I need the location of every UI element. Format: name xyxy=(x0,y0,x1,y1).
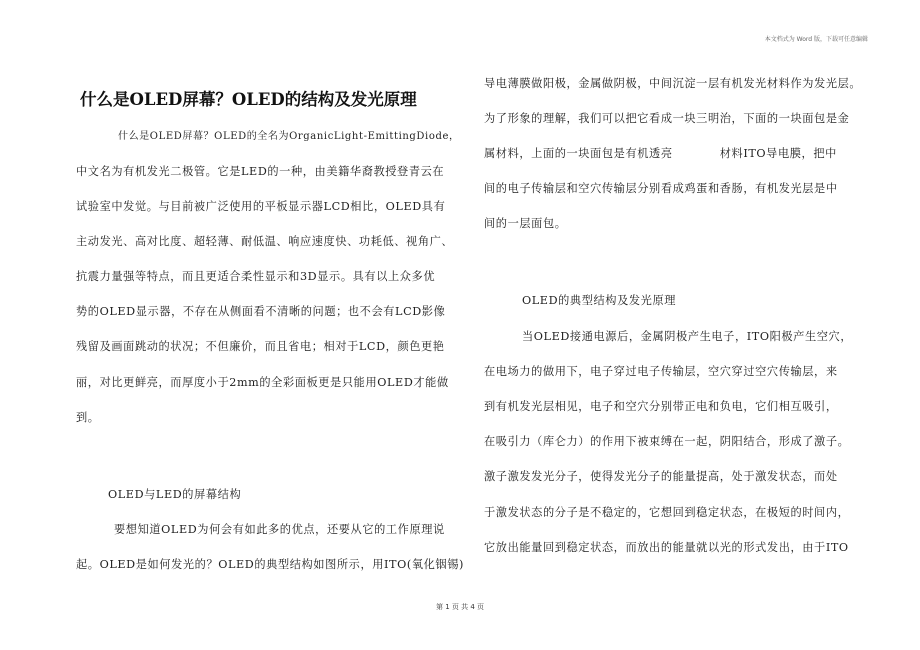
paragraph-line: 激子激发发光分子，使得发光分子的能量提高，处于激发状态，而处 xyxy=(484,470,838,483)
paragraph-line: 残留及画面跳动的状况；不但廉价，而且省电；相对于LCD，颜色更艳 xyxy=(76,340,445,353)
paragraph-line: 于激发状态的分子是不稳定的，它想回到稳定状态，在极短的时间内， xyxy=(484,506,850,519)
paragraph-line: 试验室中发觉。与目前被广泛使用的平板显示器LCD相比，OLED具有 xyxy=(76,200,446,213)
paragraph-line: 属材料，上面的一块面包是有机透亮 材料ITO导电膜，把中 xyxy=(484,147,837,160)
paragraph-line: 到有机发光层相见，电子和空穴分别带正电和负电，它们相互吸引， xyxy=(484,400,838,413)
page-number-footer: 第 1 页 共 4 页 xyxy=(435,603,485,611)
paragraph-line: 起。OLED是如何发光的？OLED的典型结构如图所示，用ITO(氧化铟锡) xyxy=(76,558,464,571)
paragraph-line: 主动发光、高对比度、超轻薄、耐低温、响应速度快、功耗低、视角广、 xyxy=(76,235,454,248)
paragraph-line: 到。 xyxy=(76,411,100,424)
paragraph-line: 在电场力的做用下，电子穿过电子传输层，空穴穿过空穴传输层，来 xyxy=(484,365,838,378)
paragraph-line: 什么是OLED屏幕？OLED的全名为OrganicLight-EmittingDiode， xyxy=(118,131,460,142)
paragraph-line: 导电薄膜做阳极，金属做阴极，中间沉淀一层有机发光材料作为发光层。 xyxy=(484,77,862,90)
paragraph-line: 势的OLED显示器，不存在从侧面看不清晰的问题；也不会有LCD影像 xyxy=(76,305,446,318)
paragraph-line: 它放出能量回到稳定状态，而放出的能量就以光的形式发出，由于ITO xyxy=(484,541,849,554)
paragraph-line: 中文名为有机发光二极管。它是LED的一种，由美籍华裔教授登青云在 xyxy=(76,165,445,178)
section-heading: OLED的典型结构及发光原理 xyxy=(522,294,677,307)
paragraph-line: 抗震力量强等特点，而且更适合柔性显示和3D显示。具有以上众多优 xyxy=(76,270,436,283)
paragraph-line: 在吸引力（库仑力）的作用下被束缚在一起，阴阳结合，形成了激子。 xyxy=(484,435,850,448)
paragraph-line: 为了形象的理解，我们可以把它看成一块三明治，下面的一块面包是金 xyxy=(484,112,850,125)
download-watermark: 本文档式为 Word 版，下载可任意编辑 xyxy=(764,36,868,43)
paragraph-line: 要想知道OLED为何会有如此多的优点，还要从它的工作原理说 xyxy=(114,523,445,536)
document-title: 什么是OLED屏幕？OLED的结构及发光原理 xyxy=(80,90,417,109)
paragraph-line: 间的一层面包。 xyxy=(484,217,567,230)
section-heading: OLED与LED的屏幕结构 xyxy=(108,488,242,501)
paragraph-line: 间的电子传输层和空穴传输层分别看成鸡蛋和香肠，有机发光层是中 xyxy=(484,182,838,195)
paragraph-line: 丽，对比更鲜亮，而厚度小于2mm的全彩面板更是只能用OLED才能做 xyxy=(76,376,449,389)
paragraph-line: 当OLED接通电源后，金属阴极产生电子，ITO阳极产生空穴， xyxy=(522,330,853,343)
